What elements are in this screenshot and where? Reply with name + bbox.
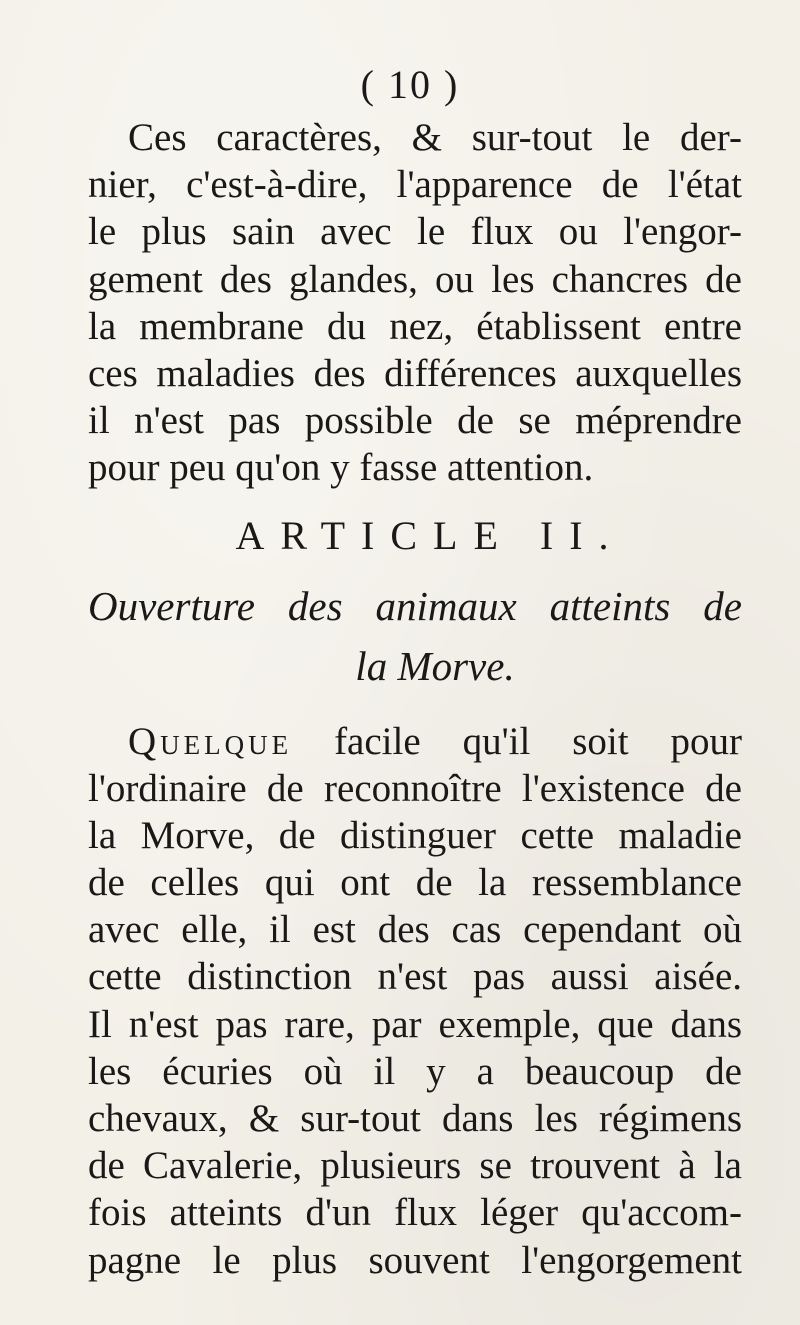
text-line: la membrane du nez, établissent entre [88, 304, 742, 348]
text-line: il n'est pas possible de se méprendre [88, 399, 742, 443]
text-line: nier, c'est-à-dire, l'apparence de l'état [88, 163, 742, 207]
article-heading: ARTICLE II. [235, 512, 625, 558]
text-line: fois atteints d'un flux léger qu'accom- [88, 1191, 742, 1235]
text-line: chevaux, & sur-tout dans les régimens [88, 1097, 742, 1140]
text-line: de celles qui ont de la ressemblance [88, 861, 742, 905]
text-line: les écuries où il y a beaucoup de [88, 1049, 742, 1093]
subheading-line-2: la Morve. [355, 642, 515, 689]
lead-word: Quelque [128, 719, 293, 763]
text-line: gement des glandes, ou les chancres de [88, 257, 742, 301]
text-line: pagne le plus souvent l'engorgement [88, 1238, 742, 1282]
paragraph-1 [88, 114, 742, 492]
text-line: la Morve, de distinguer cette maladie [88, 813, 742, 857]
text-line: Il n'est pas rare, par exemple, que dans [88, 1002, 742, 1046]
text-line: le plus sain avec le flux ou l'engor- [88, 210, 742, 254]
first-line-rest: facile qu'il soit pour [292, 719, 742, 763]
page-number: ( 10 ) [360, 62, 460, 107]
text-line: avec elle, il est des cas cependant où [88, 908, 742, 952]
paragraph-2 [88, 718, 742, 1284]
section-subheading [88, 576, 742, 696]
page-text-block [88, 56, 742, 1284]
text-line: pour peu qu'on y fasse attention. [88, 446, 594, 490]
text-line: l'ordinaire de reconnoître l'existence de [88, 766, 742, 810]
subheading-line-1: Ouverture des animaux atteints de [88, 582, 742, 629]
text-line: Ces caractères, & sur-tout le der- [128, 116, 742, 159]
text-line: cette distinction n'est pas aussi aisée. [88, 955, 742, 999]
text-line-first [88, 718, 742, 765]
text-line: ces maladies des différences auxquelles [88, 351, 742, 395]
text-line: de Cavalerie, plusieurs se trouvent à la [88, 1144, 742, 1188]
